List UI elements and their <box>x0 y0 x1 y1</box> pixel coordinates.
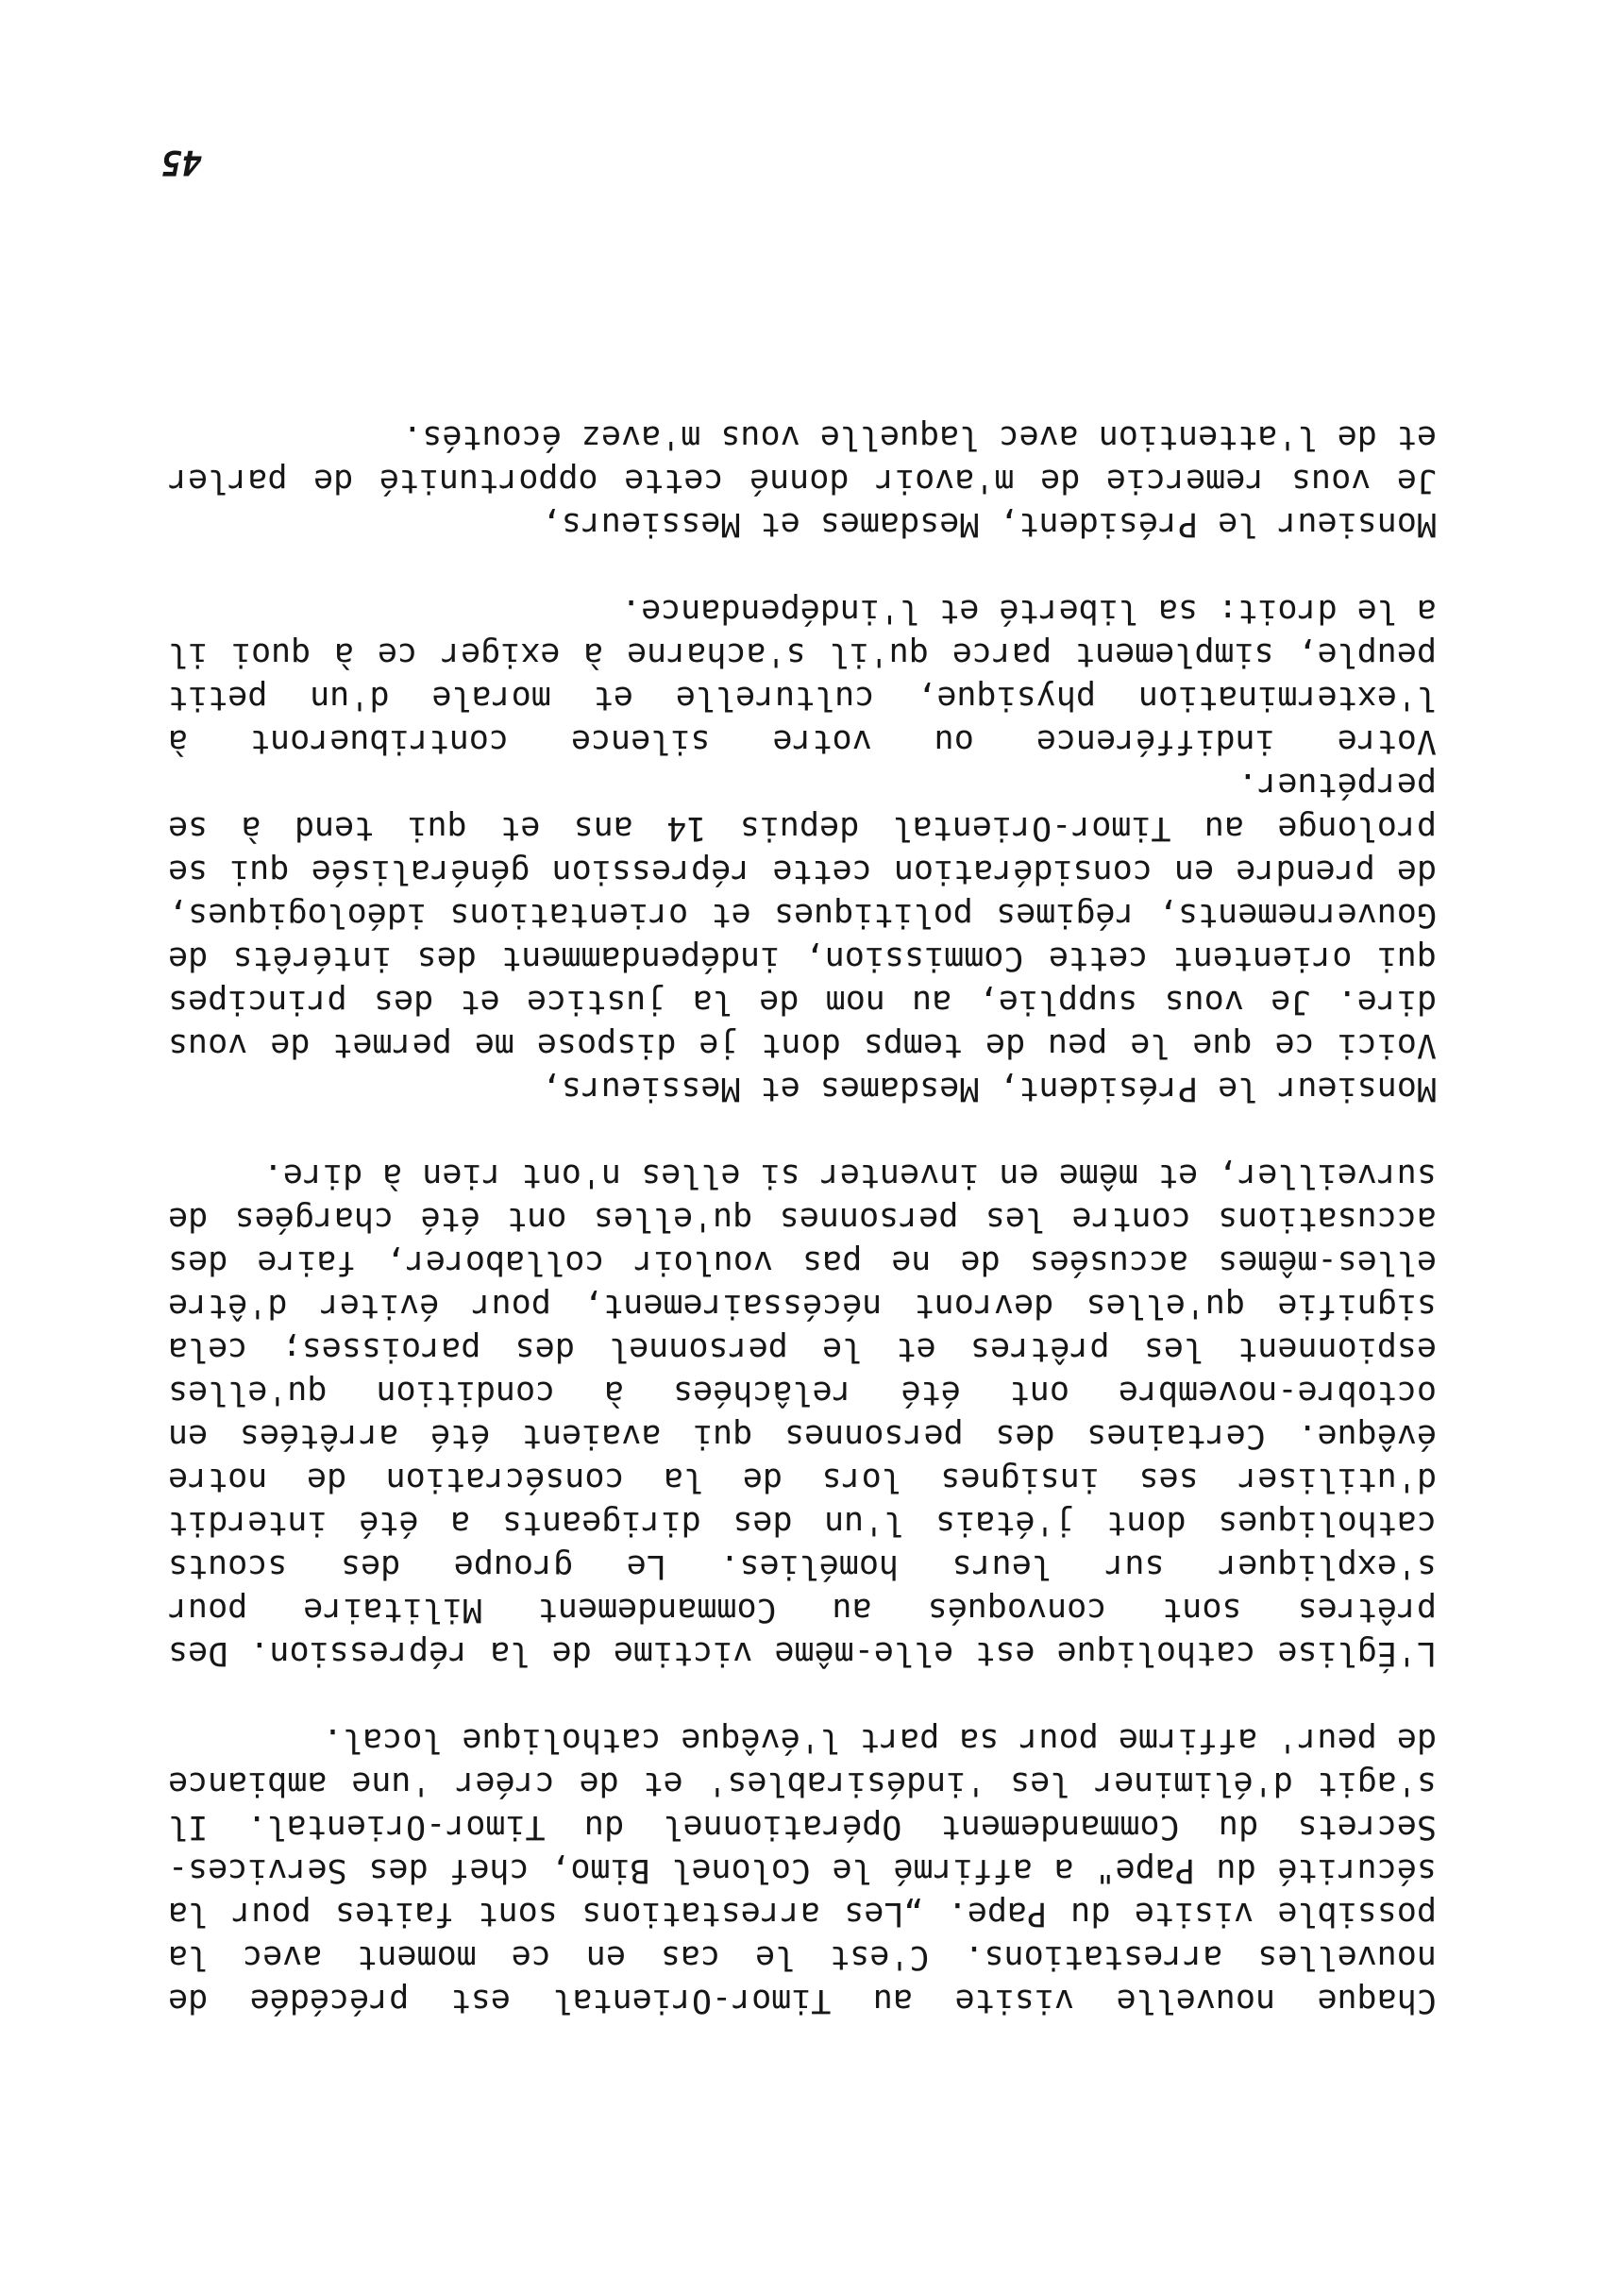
paragraph-plea: Voici ce que le peu de temps dont je dispose me permet de vous dire. Je vous supplie, au nom de la justice et des principes qui orientent cette Commission, indépendamment des intérêts de Gouvernements, régimes politiques et orientations idéologiques, de prendre en considération cette répression généralisée qui se prolonge au Timor-Oriental depuis 14 ans et qui tend à se perpétuer. <box>168 766 1437 1064</box>
paragraph-church-repression: L'Église catholique est elle-même victime de la répression. Des prêtres sont convoqués au Commandement Militaire pour s'expliquer sur leurs homélies. Le groupe des scouts catholiques dont j'étais l'un des dirigeants a été interdit d'utiliser ses insignes lors de la consécration de notre évêque. Certaines des personnes qui avaient été arrêtées en octobre-novembre ont été relâchées à condition qu'elles espionnent les prêtres et le personnel des paroisses; cela signifie qu'elles devront nécéssairement, pour éviter d'être elles-mêmes accusées de ne pas vouloir collaborer, faire des accusations contre les personnes qu'elles ont été chargées de surveiller, et même en inventer si elles n'ont rien à dire. <box>168 1156 1437 1672</box>
salutation-1: Monsieur le Président, Mesdames et Messieurs, <box>541 1070 1437 1107</box>
paragraph-papal-visit-arrests: Chaque nouvelle visite au Timor-Oriental est précédée de nouvelles arrestations. C'est le cas en ce moment avec la possible visite du Pape. „Les arrestations sont faites pour la sécurité du Pape" a affirmé le Colonel Bimo, chef des Services-Secrets du Commandement Opérationnel du Timor-Oriental. Il s'agit d'éliminer les 'indésirables' et de créer 'une ambiance de peur' affirme pour sa part l'évêque catholique local. <box>168 1721 1437 2019</box>
paragraph-indifference: Votre indifférence ou votre silence contribueront à l'extermination physique, culturelle et morale d'un petit peuple, simplement parce qu'il s'acharne à exiger ce à quoi il a le droit: sa liberté et l'indépendance. <box>168 592 1437 760</box>
paragraph-thanks: Je vous remercie de m'avoir donné cette opportunité de parler et de l'attention avec laquelle vous m'avez écoutés. <box>168 418 1437 499</box>
body-text <box>168 372 1437 2022</box>
salutation-2: Monsieur le Président, Mesdames et Messieurs, <box>541 505 1437 543</box>
page-number: 45 <box>160 143 202 181</box>
